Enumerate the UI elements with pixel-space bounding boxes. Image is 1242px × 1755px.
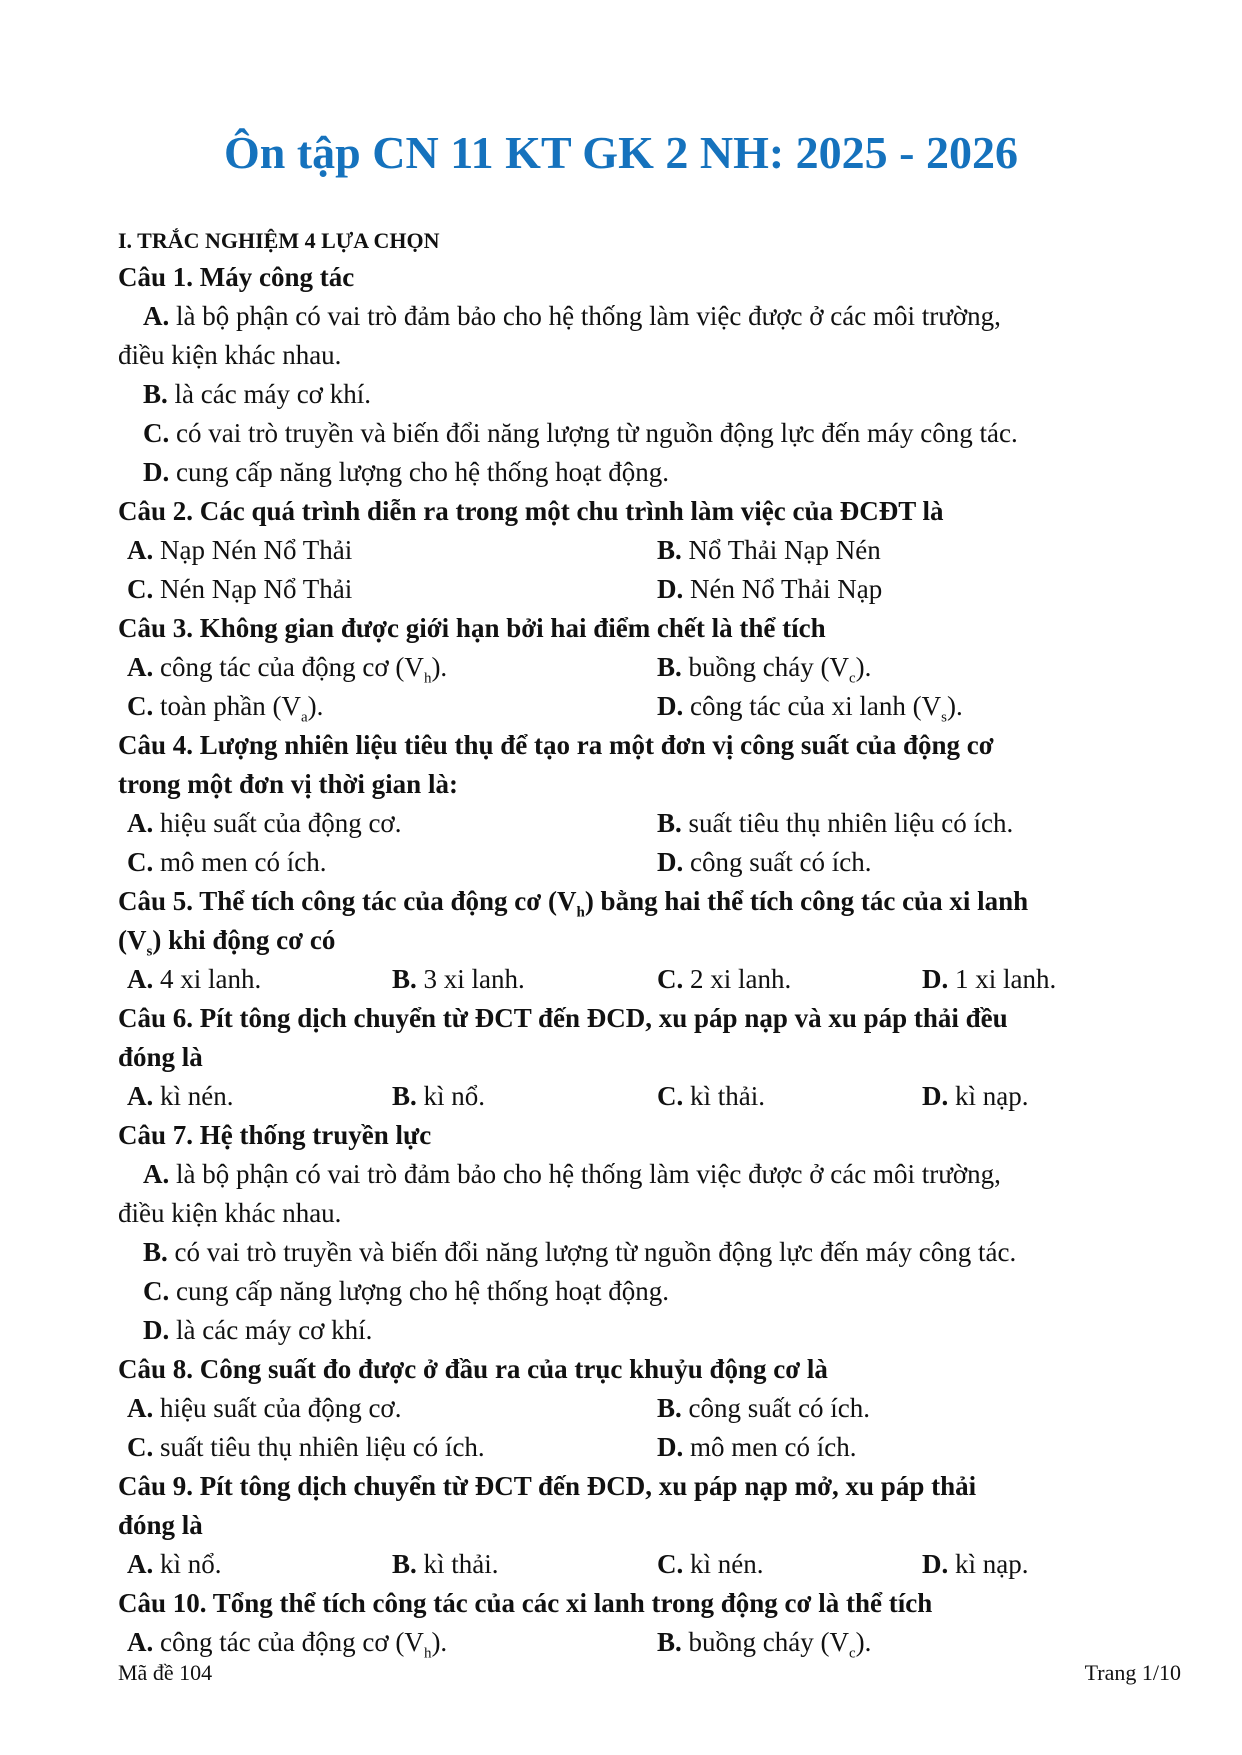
option-b: B. buồng cháy $(V_c)$. bbox=[657, 1627, 872, 1662]
option-b: B. là các máy cơ khí. bbox=[143, 379, 371, 409]
question-stem: Câu 3. Không gian được giới hạn bởi hai điểm chết là thể tích bbox=[118, 613, 826, 643]
option-c: C. toàn phần $(V_a)$. bbox=[127, 691, 324, 726]
option-a: A. hiệu suất của động cơ. bbox=[127, 1393, 402, 1423]
option-c: C. suất tiêu thụ nhiên liệu có ích. bbox=[127, 1432, 485, 1462]
question-stem-continuation: đóng là bbox=[118, 1510, 203, 1540]
option-row bbox=[118, 1077, 1178, 1116]
option-row bbox=[118, 843, 1178, 882]
option-b: B. 3 xi lanh. bbox=[392, 964, 525, 994]
question-4 bbox=[118, 726, 1178, 882]
option-row bbox=[118, 648, 1178, 687]
question-stem-continuation: $(V_s)$ khi động cơ có bbox=[118, 925, 336, 960]
option-c: C. 2 xi lanh. bbox=[657, 964, 792, 994]
option-row bbox=[118, 1428, 1178, 1467]
option-a: A. là bộ phận có vai trò đảm bảo cho hệ thống làm việc được ở các môi trường, bbox=[143, 1159, 1001, 1189]
option-row bbox=[118, 687, 1178, 726]
option-row bbox=[118, 1389, 1178, 1428]
question-8 bbox=[118, 1350, 1178, 1467]
option-d: D. mô men có ích. bbox=[657, 1432, 857, 1462]
option-row bbox=[118, 960, 1178, 999]
option-a: A. hiệu suất của động cơ. bbox=[127, 808, 402, 838]
option-a: A. kì nổ. bbox=[127, 1549, 222, 1579]
question-1 bbox=[118, 258, 1178, 492]
option-b: B. suất tiêu thụ nhiên liệu có ích. bbox=[657, 808, 1014, 838]
option-c: C. Nén Nạp Nổ Thải bbox=[127, 574, 353, 604]
option-c: C. kì nén. bbox=[657, 1549, 764, 1579]
question-stem: Câu 6. Pít tông dịch chuyển từ ĐCT đến ĐCD, xu páp nạp và xu páp thải đều bbox=[118, 1003, 1008, 1033]
question-stem-continuation: đóng là bbox=[118, 1042, 203, 1072]
question-stem: Câu 1. Máy công tác bbox=[118, 262, 355, 292]
question-6 bbox=[118, 999, 1178, 1116]
option-b: B. công suất có ích. bbox=[657, 1393, 870, 1423]
section-heading: I. TRẮC NGHIỆM 4 LỰA CHỌN bbox=[118, 228, 440, 253]
option-c: C. mô men có ích. bbox=[127, 847, 327, 877]
option-a: A. công tác của động cơ $(V_h)$. bbox=[127, 1627, 448, 1662]
question-7 bbox=[118, 1116, 1178, 1350]
option-a: A. 4 xi lanh. bbox=[127, 964, 262, 994]
option-b: B. buồng cháy $(V_c)$. bbox=[657, 652, 872, 687]
option-a: A. kì nén. bbox=[127, 1081, 234, 1111]
option-c: C. kì thải. bbox=[657, 1081, 765, 1111]
option-c: C. cung cấp năng lượng cho hệ thống hoạt động. bbox=[143, 1276, 670, 1306]
option-row bbox=[118, 1623, 1178, 1662]
option-d: D. Nén Nổ Thải Nạp bbox=[657, 574, 883, 604]
question-stem: Câu 9. Pít tông dịch chuyển từ ĐCT đến ĐCD, xu páp nạp mở, xu páp thải bbox=[118, 1471, 977, 1501]
question-5 bbox=[118, 882, 1178, 999]
question-9 bbox=[118, 1467, 1178, 1584]
option-d: D. công tác của xi lanh $(V_s)$. bbox=[657, 691, 963, 726]
option-d: D. kì nạp. bbox=[922, 1549, 1029, 1579]
question-stem: Câu 2. Các quá trình diễn ra trong một chu trình làm việc của ĐCĐT là bbox=[118, 496, 944, 526]
question-stem: Câu 8. Công suất đo được ở đầu ra của trục khuỷu động cơ là bbox=[118, 1354, 828, 1384]
page-number: Trang 1/10 bbox=[1084, 1660, 1181, 1685]
option-a-continuation: điều kiện khác nhau. bbox=[118, 1198, 342, 1228]
option-a: A. là bộ phận có vai trò đảm bảo cho hệ thống làm việc được ở các môi trường, bbox=[143, 301, 1001, 331]
option-b: B. kì thải. bbox=[392, 1549, 499, 1579]
page-title: Ôn tập CN 11 KT GK 2 NH: 2025 - 2026 bbox=[224, 127, 1018, 178]
question-10 bbox=[118, 1584, 1178, 1662]
option-b: B. có vai trò truyền và biến đổi năng lượng từ nguồn động lực đến máy công tác. bbox=[143, 1237, 1017, 1267]
question-stem-continuation: trong một đơn vị thời gian là: bbox=[118, 769, 458, 799]
question-stem: Câu 5. Thể tích công tác của động cơ $(V_h)$ bằng hai thể tích công tác của xi lanh bbox=[118, 886, 1029, 921]
option-a: A. công tác của động cơ $(V_h)$. bbox=[127, 652, 448, 687]
exam-code: Mã đề 104 bbox=[118, 1660, 213, 1685]
option-a: A. Nạp Nén Nổ Thải bbox=[127, 535, 353, 565]
question-2 bbox=[118, 492, 1178, 609]
question-3 bbox=[118, 609, 1178, 726]
page-footer bbox=[118, 1660, 1181, 1686]
option-row bbox=[118, 531, 1178, 570]
option-row bbox=[118, 804, 1178, 843]
option-d: D. 1 xi lanh. bbox=[922, 964, 1057, 994]
option-d: D. công suất có ích. bbox=[657, 847, 872, 877]
question-stem: Câu 4. Lượng nhiên liệu tiêu thụ để tạo ra một đơn vị công suất của động cơ bbox=[118, 730, 994, 760]
option-d: D. cung cấp năng lượng cho hệ thống hoạt động. bbox=[143, 457, 670, 487]
option-d: D. là các máy cơ khí. bbox=[143, 1315, 373, 1345]
question-list bbox=[118, 224, 1178, 1662]
option-a-continuation: điều kiện khác nhau. bbox=[118, 340, 342, 370]
option-row bbox=[118, 570, 1178, 609]
option-b: B. kì nổ. bbox=[392, 1081, 486, 1111]
question-stem: Câu 7. Hệ thống truyền lực bbox=[118, 1120, 432, 1150]
option-b: B. Nổ Thải Nạp Nén bbox=[657, 535, 881, 565]
option-c: C. có vai trò truyền và biến đổi năng lượng từ nguồn động lực đến máy công tác. bbox=[143, 418, 1018, 448]
option-row bbox=[118, 1545, 1178, 1584]
option-d: D. kì nạp. bbox=[922, 1081, 1029, 1111]
question-stem: Câu 10. Tổng thể tích công tác của các xi lanh trong động cơ là thể tích bbox=[118, 1588, 933, 1618]
